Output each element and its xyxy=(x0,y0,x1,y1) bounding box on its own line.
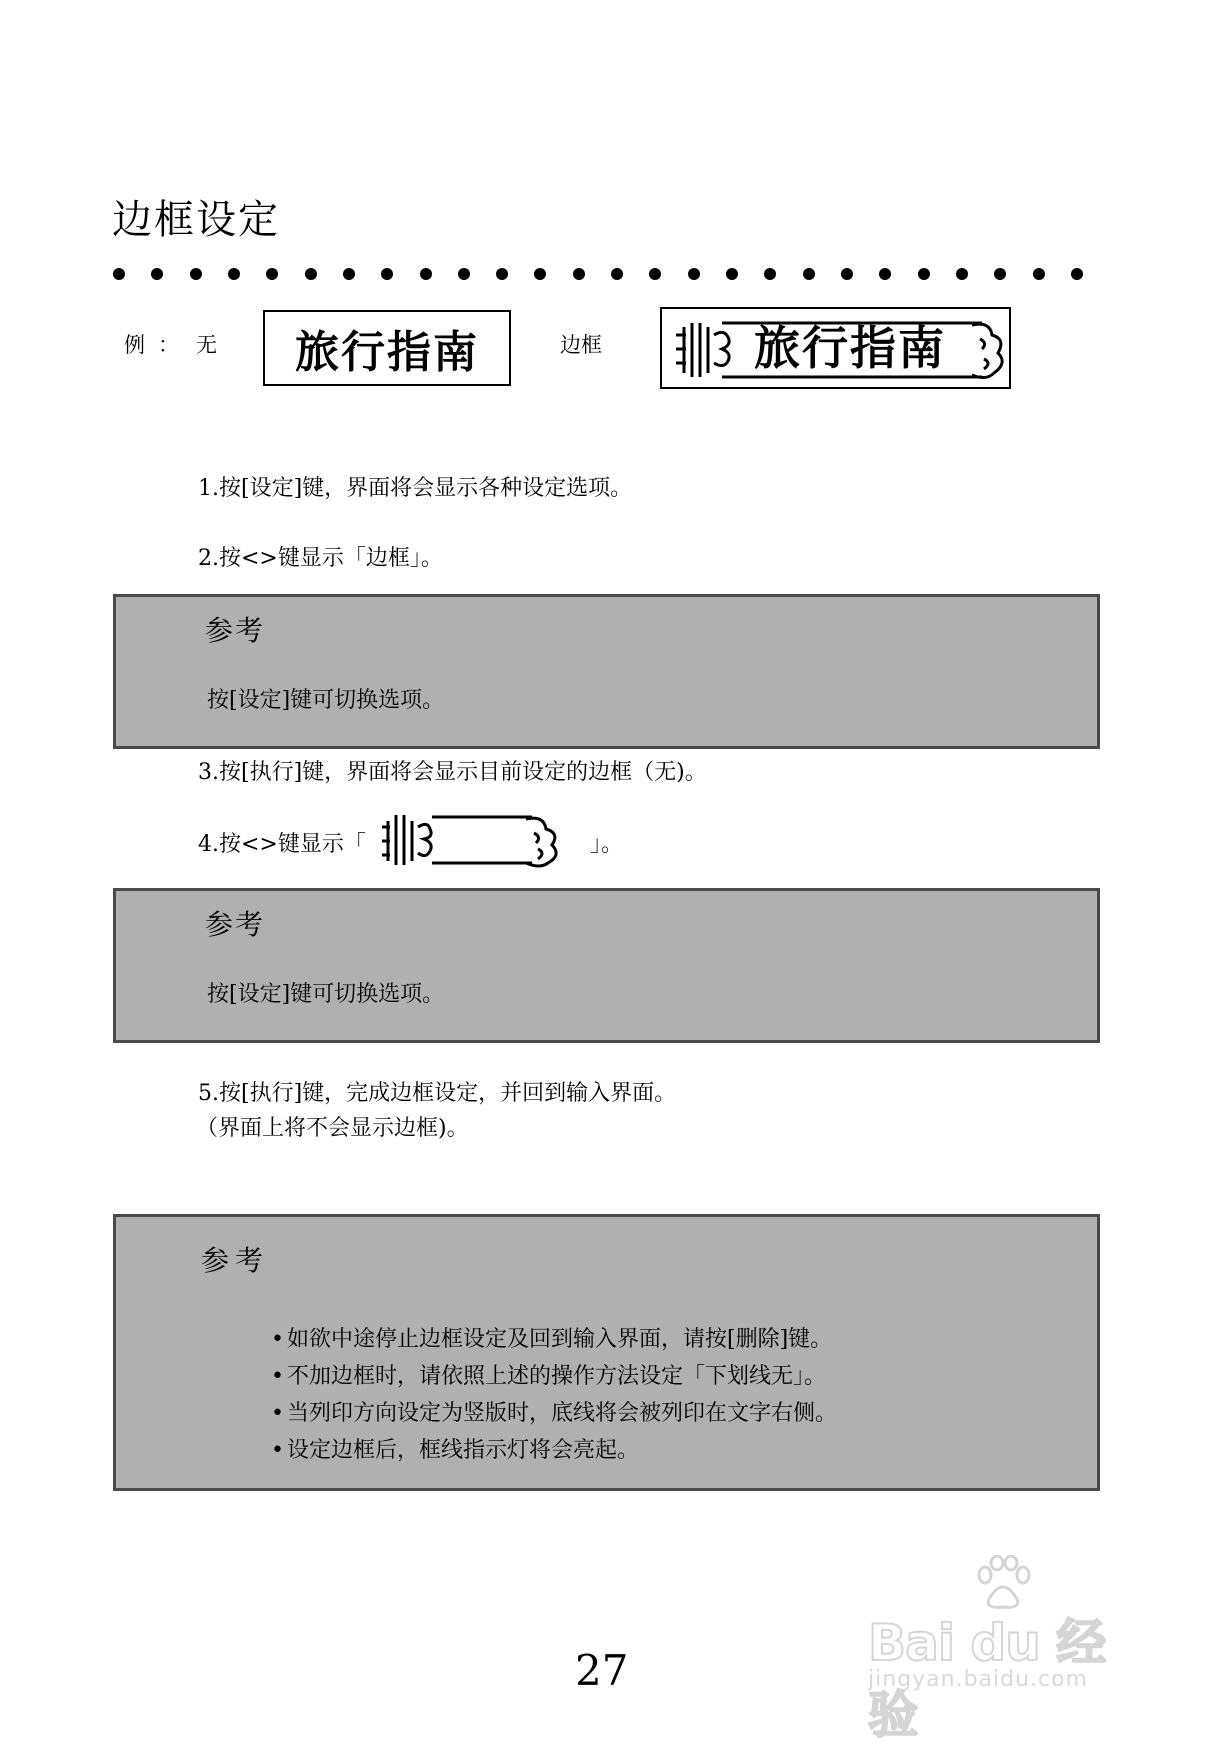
step-4-close-bracket: 」。 xyxy=(590,832,624,857)
list-item: • 当列印方向设定为竖版时，底线将会被列印在文字右侧。 xyxy=(271,1395,837,1432)
example-colon: ： xyxy=(158,333,179,357)
note-title: 参考 xyxy=(205,614,266,647)
page-number: 27 xyxy=(575,1646,629,1695)
note-body: 按[设定]键可切换选项。 xyxy=(207,982,445,1007)
reference-note-3 xyxy=(113,1214,1100,1491)
note-title: 参考 xyxy=(205,908,266,941)
border-style-icon xyxy=(378,807,568,877)
sample-no-border: 旅行指南 xyxy=(263,310,511,386)
dotted-divider xyxy=(113,268,1083,282)
note-title: 参考 xyxy=(201,1244,270,1277)
reference-note-2 xyxy=(113,888,1100,1043)
reference-note-1 xyxy=(113,594,1100,749)
bullet-icon: • xyxy=(271,1327,284,1352)
sample-with-border xyxy=(660,307,1011,389)
baidu-watermark xyxy=(868,1555,1148,1744)
list-item: • 不加边框时，请依照上述的操作方法设定「下划线无」。 xyxy=(271,1358,837,1395)
bullet-icon: • xyxy=(271,1401,284,1426)
example-border-label: 边框 xyxy=(560,333,602,357)
note-list xyxy=(271,1321,837,1469)
watermark-logo: Bai du 经验 xyxy=(868,1614,1106,1744)
bullet-icon: • xyxy=(271,1364,284,1389)
step-1: 1.按[设定]键，界面将会显示各种设定选项。 xyxy=(198,476,633,501)
step-3: 3.按[执行]键，界面将会显示目前设定的边框（无)。 xyxy=(198,760,707,785)
list-item: • 如欲中途停止边框设定及回到输入界面，请按[删除]键。 xyxy=(271,1321,837,1358)
example-label: 例 xyxy=(124,333,145,357)
sample-framed-text: 旅行指南 xyxy=(754,321,946,375)
step-5: 5.按[执行]键，完成边框设定，并回到输入界面。 xyxy=(198,1081,677,1106)
page-title: 边框设定 xyxy=(112,197,280,243)
step-5-note: （界面上将不会显示边框)。 xyxy=(196,1116,469,1141)
step-4: 4.按<>键显示「 xyxy=(198,832,366,857)
list-item: • 设定边框后，框线指示灯将会亮起。 xyxy=(271,1432,837,1469)
bullet-icon: • xyxy=(271,1438,284,1463)
example-none-label: 无 xyxy=(196,333,217,357)
note-body: 按[设定]键可切换选项。 xyxy=(207,688,445,713)
step-2: 2.按<>键显示「边框」。 xyxy=(198,546,443,571)
watermark-url: jingyan.baidu.com xyxy=(868,1667,1089,1692)
